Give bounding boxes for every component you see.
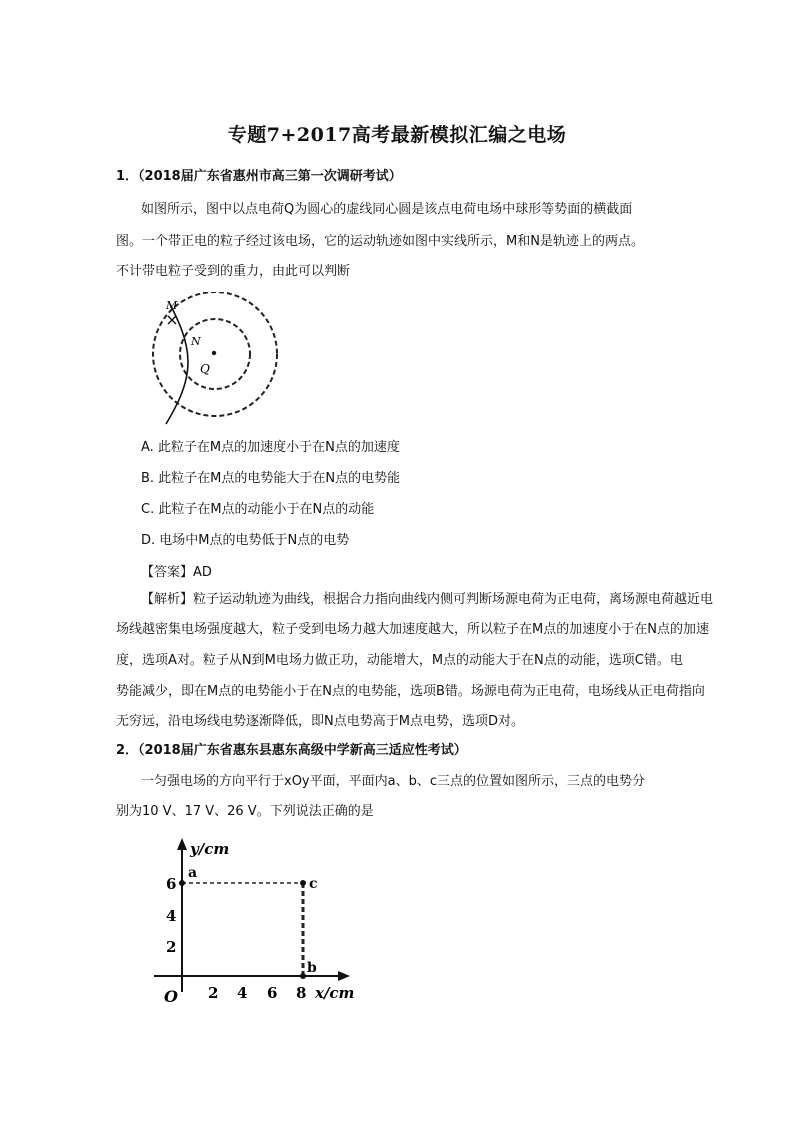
x-tick-2: 2 <box>208 984 219 1002</box>
q1-option-b: B. 此粒子在M点的电势能大于在N点的电势能 <box>141 471 401 486</box>
point-m-marker <box>168 316 176 324</box>
q1-analysis-line-5: 无穷远，沿电场线电势逐渐降低，即N点电势高于M点电势，选项D对。 <box>116 714 524 729</box>
q1-analysis-line-1: 【解析】粒子运动轨迹为曲线，根据合力指向曲线内侧可判断场源电荷为正电荷，离场源电荷越近电 <box>141 592 714 607</box>
q1-analysis-line-2: 场线越密集电场强度越大，粒子受到电场力越大加速度越大，所以粒子在M点的加速度小于在N点的加速 <box>116 622 709 637</box>
label-q: Q <box>200 362 210 376</box>
q1-option-d: D. 电场中M点的电势低于N点的电势 <box>141 533 350 548</box>
q1-option-a: A. 此粒子在M点的加速度小于在N点的加速度 <box>141 440 400 455</box>
q2-stem-line-1: 一匀强电场的方向平行于xOy平面，平面内a、b、c三点的位置如图所示，三点的电势分 <box>141 774 645 789</box>
page-title: 专题7+2017高考最新模拟汇编之电场 <box>227 124 567 146</box>
origin-label: O <box>164 987 178 1006</box>
point-c-dot <box>300 880 306 886</box>
q1-equipotential-figure <box>150 292 285 427</box>
q1-option-c: C. 此粒子在M点的动能小于在N点的动能 <box>141 502 375 517</box>
label-n: N <box>191 335 201 348</box>
q2-source: 2．（2018届广东省惠东县惠东高级中学新高三适应性考试） <box>116 743 467 758</box>
label-point-c: c <box>309 876 318 892</box>
x-tick-4: 4 <box>237 984 248 1002</box>
x-axis-arrow <box>338 971 350 981</box>
x-tick-6: 6 <box>267 984 278 1002</box>
label-m: M <box>166 299 178 312</box>
q1-source: 1．（2018届广东省惠州市高三第一次调研考试） <box>116 169 402 184</box>
point-b-dot <box>300 973 306 979</box>
q1-analysis-line-4: 势能减少，即在M点的电势能小于在N点的电势能，选项B错。场源电荷为正电荷，电场线从正电荷指向 <box>116 684 705 699</box>
y-tick-2: 2 <box>166 938 177 956</box>
charge-q-dot <box>212 351 216 355</box>
q1-answer: 【答案】AD <box>141 565 212 580</box>
y-tick-4: 4 <box>166 907 177 925</box>
y-axis-label: y/cm <box>190 840 230 858</box>
x-tick-8: 8 <box>296 984 307 1002</box>
q1-stem-line-1: 如图所示，图中以点电荷Q为圆心的虚线同心圆是该点电荷电场中球形等势面的横截面 <box>141 202 633 217</box>
q1-stem-line-3: 不计带电粒子受到的重力，由此可以判断 <box>116 264 351 279</box>
q2-coordinate-figure <box>150 832 370 1007</box>
q1-analysis-line-3: 度，选项A对。粒子从N到M电场力做正功，动能增大，M点的动能大于在N点的动能，选项C错。电 <box>116 653 683 668</box>
label-point-b: b <box>307 960 317 976</box>
q2-stem-line-2: 别为10 V、17 V、26 V。下列说法正确的是 <box>116 804 374 819</box>
y-axis-arrow <box>177 838 187 850</box>
q1-stem-line-2: 图。一个带正电的粒子经过该电场，它的运动轨迹如图中实线所示，M和N是轨迹上的两点。 <box>116 234 644 249</box>
y-tick-6: 6 <box>166 875 177 893</box>
label-point-a: a <box>188 865 198 881</box>
point-a-dot <box>179 880 185 886</box>
x-axis-label: x/cm <box>315 984 355 1002</box>
